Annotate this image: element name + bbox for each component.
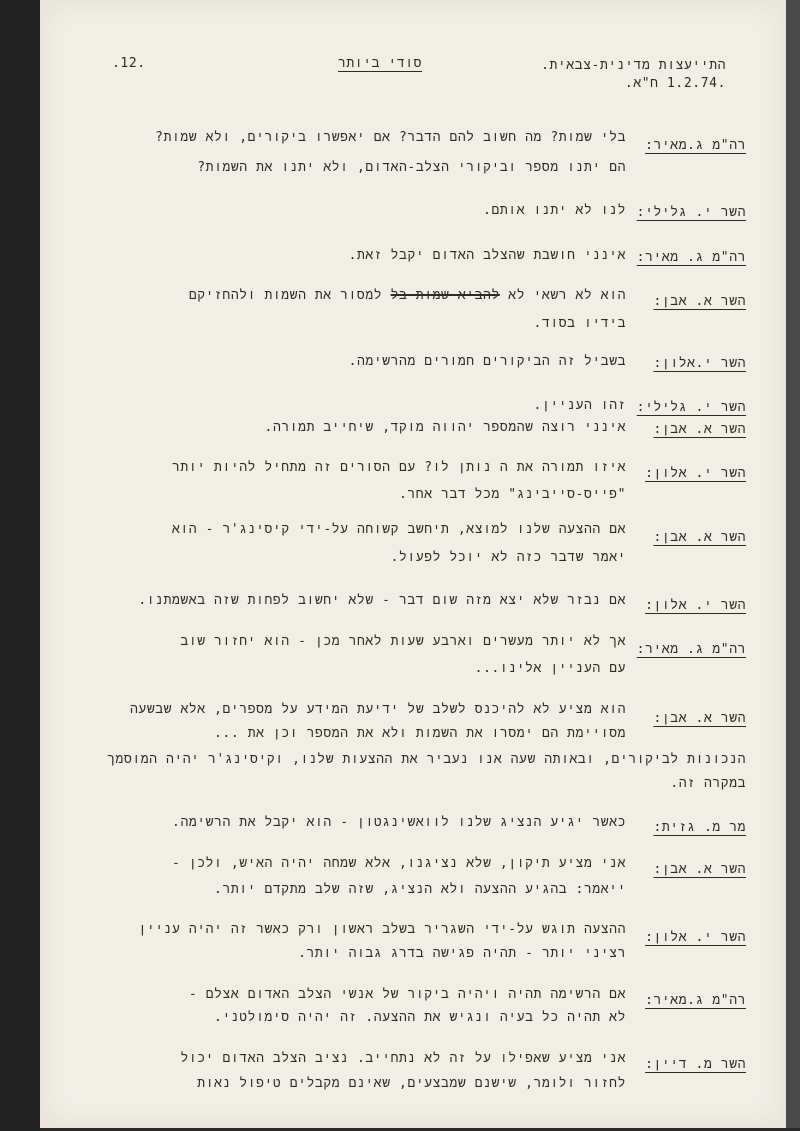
speaker-label: השר י. גלילי: xyxy=(636,205,746,220)
speech-line: יאמר שדבר כזה לא יוכל לפעול. xyxy=(390,550,626,565)
speech-line: איזו תמורה את ה נותן לו? עם הסורים זה מתחיל להיות יותר xyxy=(172,460,626,475)
speaker-label: השר א. אבן: xyxy=(653,530,746,545)
speech-line: אינני חושבת שהצלב האדום יקבל זאת. xyxy=(348,248,626,263)
speaker-label: השר י.אלון: xyxy=(653,356,746,371)
speech-line: מסויימת הם ימסרו את השמות ולא את המספר וכן את ... xyxy=(214,726,626,741)
speech-line: בלי שמות? מה חשוב להם הדבר? אם יאפשרו ביקורים, ולא שמות? xyxy=(155,130,626,145)
speech-line: רציני יותר - תהיה פגישה בדרג גבוה יותר. xyxy=(298,946,626,961)
speech-line: הם יתנו מספר וביקורי הצלב-האדום, ולא יתנו את השמות? xyxy=(197,160,626,175)
speaker-label: השר י. אלון: xyxy=(645,930,746,945)
scan-right-border xyxy=(786,0,800,1131)
speech-line: הוא מציע לא להיכנס לשלב של ידיעת המידע על מספרים, אלא שבשעה xyxy=(130,702,626,717)
page-number: .12. xyxy=(112,56,146,71)
speaker-label: רה"מ ג.מאיר: xyxy=(645,993,746,1008)
speaker-label: רה"מ ג. מאיר: xyxy=(636,250,746,265)
meeting-date: .1.2.74 ח"א. xyxy=(624,76,726,91)
speaker-label: השר מ. דיין: xyxy=(645,1057,746,1072)
document-page xyxy=(40,0,786,1128)
speaker-label: מר מ. גזית: xyxy=(653,820,746,835)
speech-line: בידיו בסוד. xyxy=(533,316,626,331)
speaker-label: רה"מ ג. מאיר: xyxy=(636,642,746,657)
speech-line: עם העניין אלינו... xyxy=(474,661,626,676)
speaker-label: השר י. אלון: xyxy=(645,598,746,613)
speech-line: אם ההצעה שלנו למוצא, תיחשב קשוחה על-ידי קיסינג'ר - הוא xyxy=(172,522,626,537)
speech-line: אם נבזר שלא יצא מזה שום דבר - שלא יחשוב לפחות שזה באשמתנו. xyxy=(138,593,626,608)
speech-line: ההצעה תוגש על-ידי השגריר בשלב ראשון ורק כאשר זה יהיה עניין xyxy=(138,922,626,937)
speech-line: לחזור ולומר, שישנם שמבצעים, שאינם מקבלים טיפול נאות xyxy=(197,1076,626,1091)
speech-line: ייאמר: בהגיע ההצעה ולא הנציג, שזה שלב מתקדם יותר. xyxy=(214,882,626,897)
speech-line: לא תהיה כל בעיה ונגיש את ההצעה. זה יהיה סימולטני. xyxy=(214,1010,626,1025)
speaker-label: השר א. אבן: xyxy=(653,422,746,437)
speech-line: אך לא יותר מעשרים וארבע שעות לאחר מכן - הוא יחזור שוב xyxy=(180,634,626,649)
speech-line: בשביל זה הביקורים חמורים מהרשימה. xyxy=(348,354,626,369)
speaker-label: השר י. גלילי: xyxy=(636,400,746,415)
speech-line: הוא לא רשאי לא להביא שמות בל למסור את השמות ולהחזיקם xyxy=(188,288,626,303)
secrecy-label: סודי ביותר xyxy=(338,56,423,71)
speech-line: כאשר יגיע הנציג שלנו לוואשינגטון - הוא יקבל את הרשימה. xyxy=(172,815,626,830)
scan-left-border xyxy=(0,0,40,1131)
speech-line: אם הרשימה תהיה ויהיה ביקור של אנשי הצלב האדום אצלם - xyxy=(188,987,626,1002)
speaker-label: רה"מ ג.מאיר: xyxy=(645,138,746,153)
speech-line: זהו העניין. xyxy=(533,398,626,413)
speech-line: במקרה זה. xyxy=(670,776,746,791)
struck-text: להביא שמות בל xyxy=(390,288,500,303)
speech-line: הנכונות לביקורים, ובאותה שעה אנו נעביר את ההצעות שלנו, וקיסינג'ר יהיה המוסמך xyxy=(107,752,746,767)
speaker-label: השר א. אבן: xyxy=(653,294,746,309)
meeting-title: התייעצות מדינית-צבאית. xyxy=(541,58,726,73)
speech-line: אני מציע תיקון, שלא נציגנו, אלא שמחה יהיה האיש, ולכן - xyxy=(171,856,626,871)
speaker-label: השר י. אלון: xyxy=(645,466,746,481)
speech-line: אינני רוצה שהמספר יהווה מוקד, שיחייב תמורה. xyxy=(264,420,626,435)
speaker-label: השר א. אבן: xyxy=(653,711,746,726)
speech-line: לנו לא יתנו אותם. xyxy=(483,203,626,218)
speaker-label: השר א. אבן: xyxy=(653,862,746,877)
speech-line: "פייס-סייבינג" מכל דבר אחר. xyxy=(398,487,626,502)
speech-line: אני מציע שאפילו על זה לא נתחייב. נציב הצלב האדום יכול xyxy=(180,1051,626,1066)
